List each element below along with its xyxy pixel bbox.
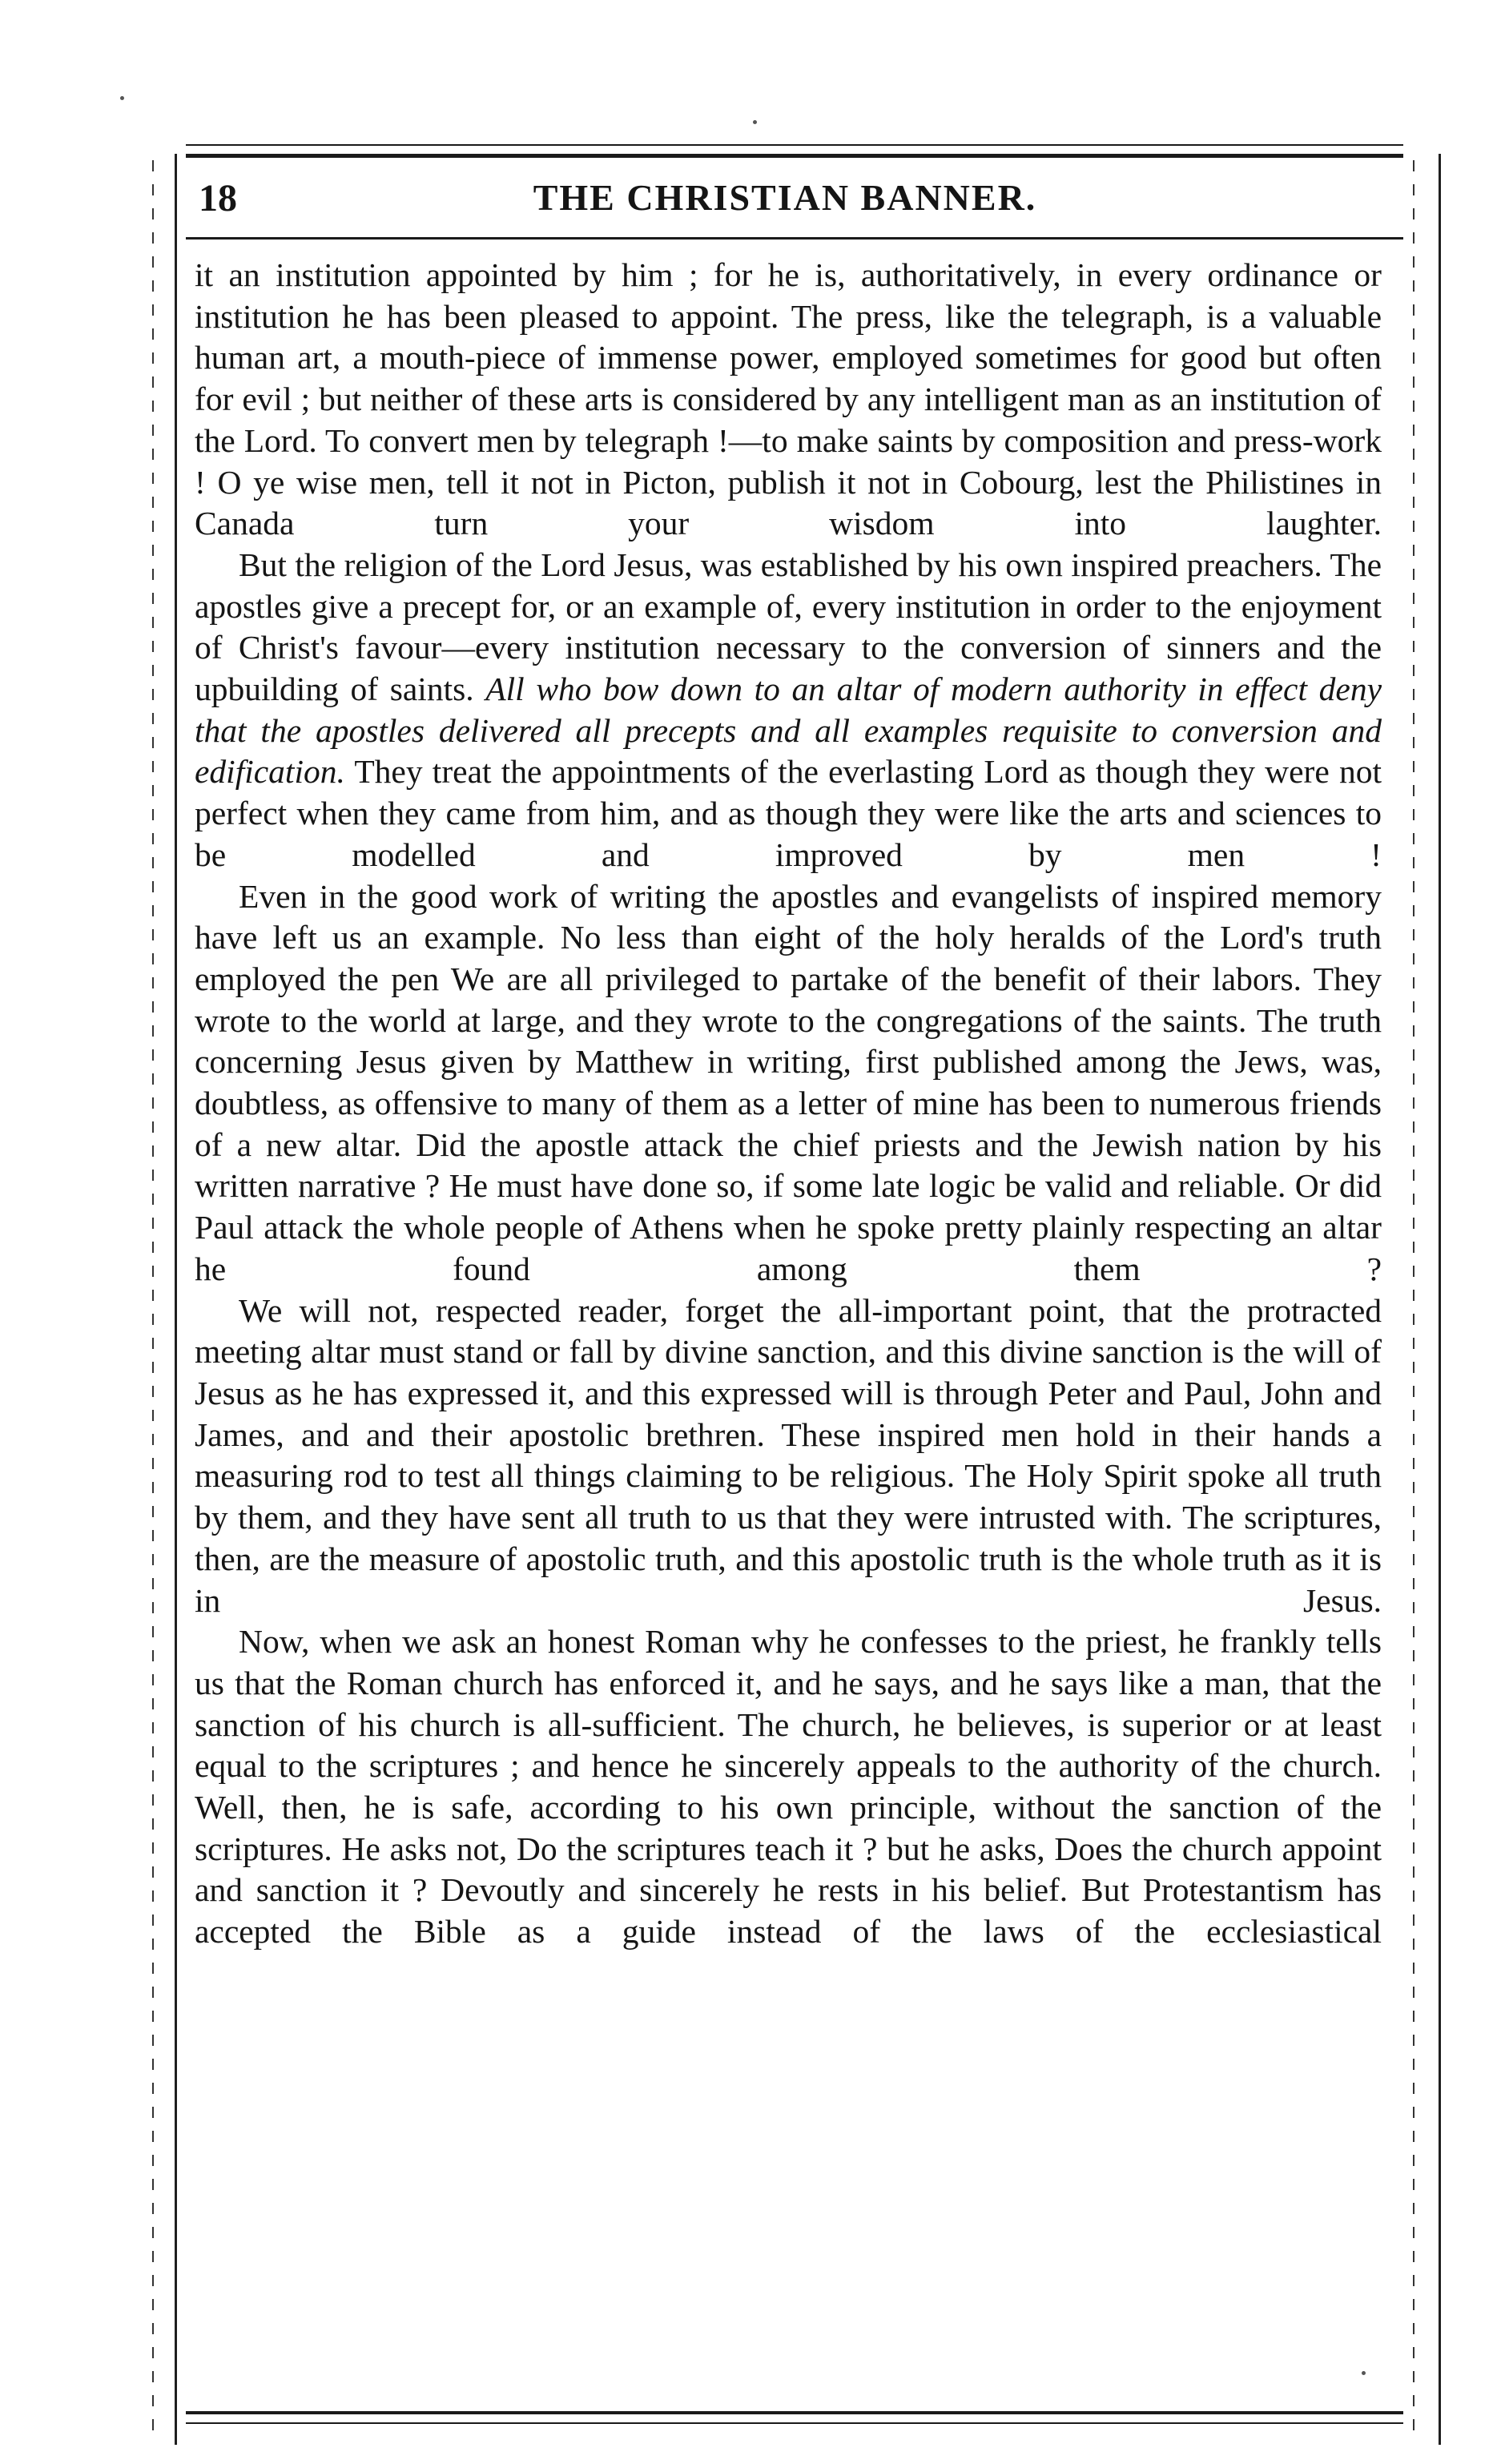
print-speck [1362, 2371, 1366, 2375]
bottom-rule-thin [186, 2422, 1403, 2424]
paragraph-4: We will not, respected reader, forget the all-important point, that the protracted meeting altar must stand or fall by divine sanction, and this divine sanction is the will of Jesus as he has expressed it, and this expressed will is through Peter and Paul, John and James, and and their apostolic brethren. These inspired men hold in their hands a measuring rod to test all things claiming to be religious. The Holy Spirit spoke all truth by them, and they have sent all truth to us that they were intrusted with. The scriptures, then, are the measure of apostolic truth, and this apostolic truth is the whole truth as it is in Jesus. [195, 1291, 1382, 1619]
right-border-line [1439, 154, 1441, 2445]
paragraph-3: Even in the good work of writing the apostles and evangelists of inspired memory have left us an example. No less than eight of the holy heralds of the Lord's truth employed the pen We are all privileged to partake of the benefit of their labors. They wrote to the world at large, and they wrote to the congregations of the saints. The truth concerning Jesus given by Matthew in writing, first published among the Jews, was, doubtless, as offensive to many of them as a letter of mine has been to numerous friends of a new altar. Did the apostle attack the chief priests and the Jewish nation by his written narrative ? He must have done so, if some late logic be valid and reliable. Or did Paul attack the whole people of Athens when he spoke pretty plainly respecting an altar he found among them ? [195, 877, 1382, 1287]
print-speck [120, 96, 124, 100]
page-header [168, 170, 1402, 226]
running-title: THE CHRISTIAN BANNER. [533, 177, 1037, 218]
article-body [195, 255, 1382, 1953]
paragraph-5: Now, when we ask an honest Roman why he confesses to the priest, he frankly tells us that the Roman church has enforced it, and he says, and he says like a man, that the sanction of his church is all-sufficient. The church, he believes, is superior or at least equal to the scriptures ; and hence he sincerely appeals to the authority of the church. Well, then, he is safe, according to his own principle, without the sanction of the scriptures. He asks not, Do the scriptures teach it ? but he asks, Does the church appoint and sanction it ? Devoutly and sincerely he rests in his belief. But Protestantism has accepted the Bible as a guide instead of the laws of the ecclesiastical [195, 1623, 1382, 1951]
paragraph-2-text-after: They treat the appointments of the everlasting Lord as though they were not perfect when they came from him, and as though they were like the arts and sciences to be modelled and improved by men ! [195, 753, 1382, 873]
page-number: 18 [199, 177, 237, 219]
bottom-rule-thick [186, 2411, 1403, 2414]
left-border-dashes [152, 160, 154, 2435]
paragraph-2-text-before: But the religion of the Lord Jesus, was established by his own inspired preachers. The apostles give a precept for, or an example of, every institution in order to the enjoyment of Christ's favour—every institution necessary to the conversion of sinners and the upbuilding of saints. [195, 546, 1382, 708]
top-rule-thick [186, 154, 1403, 158]
paragraph-1: it an institution appointed by him ; for he is, authoritatively, in every ordinance or institution he has been pleased to appoint. The press, like the telegraph, is a valuable human art, a mouth-piece of immense power, employed sometimes for good but often for evil ; but neither of these arts is considered by any intelligent man as an institution of the Lord. To convert men by telegraph !—to make saints by composition and press-work ! O ye wise men, tell it not in Picton, publish it not in Cobourg, lest the Philistines in Canada turn your wisdom into laughter. [195, 256, 1382, 542]
top-rule-thin [186, 144, 1403, 146]
paragraph-2 [195, 545, 1382, 876]
right-border-dashes [1413, 160, 1414, 2435]
left-border-line [175, 154, 177, 2445]
header-rule [186, 237, 1403, 240]
paragraph-2-italic-text: All who bow down to an altar of modern authority in effect deny that the apostles delivered all precepts and all examples requisite to conversion and edification. [195, 670, 1382, 791]
print-speck [753, 120, 757, 124]
